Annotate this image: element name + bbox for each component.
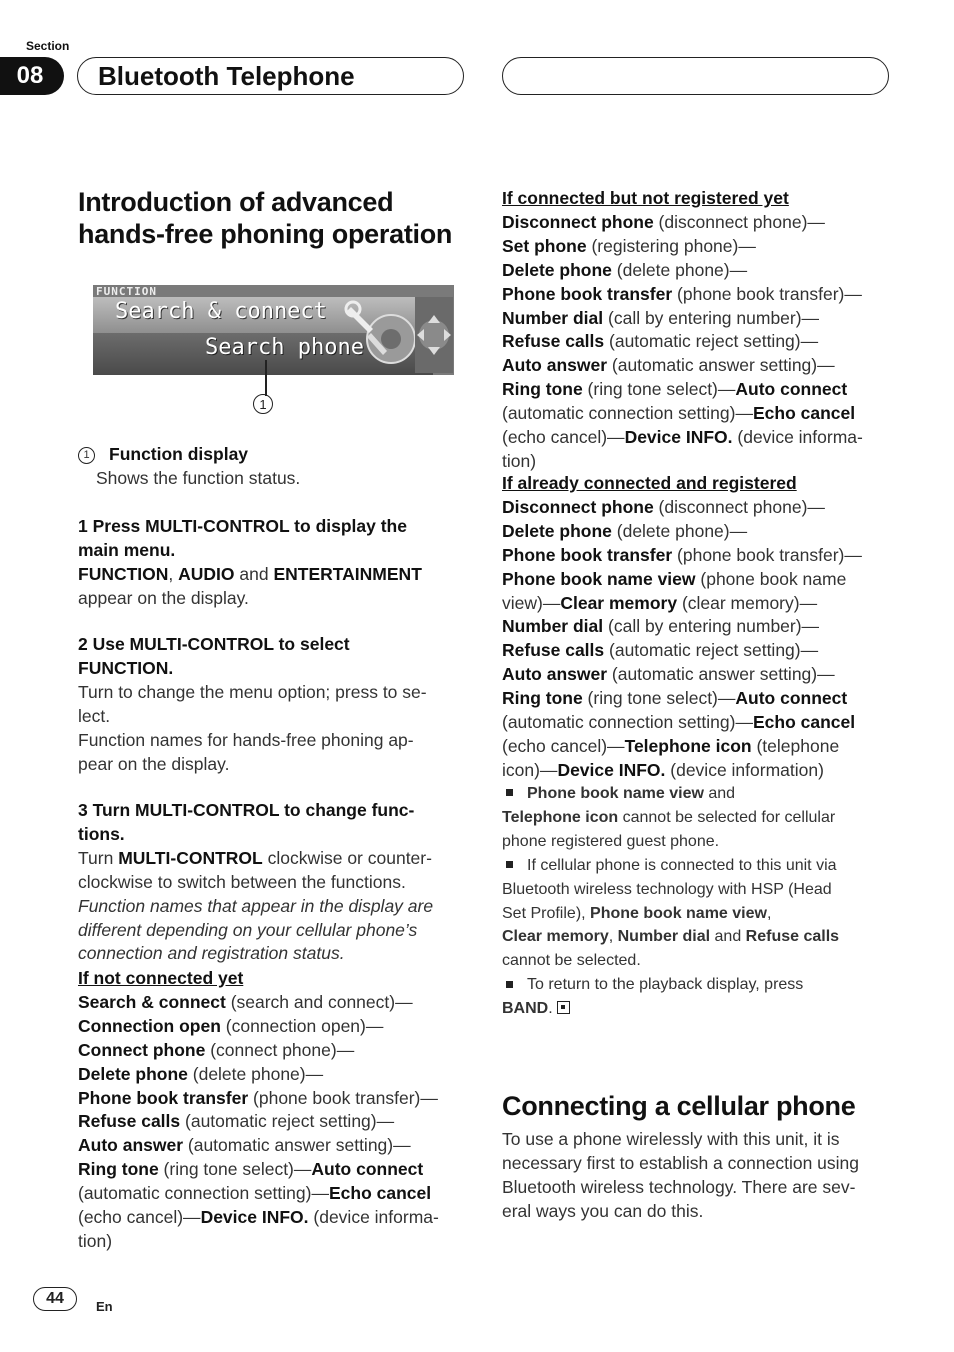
note-3: To return to the playback display, press xyxy=(502,973,902,997)
chapter-title: Bluetooth Telephone xyxy=(98,60,355,91)
list-item: Disconnect phone (disconnect phone)— xyxy=(502,496,825,517)
list-item: (echo cancel)—Telephone icon (telephone xyxy=(502,735,840,756)
display-line-1: Search & connect xyxy=(115,299,327,324)
list-item: Set phone (registering phone)— xyxy=(502,235,756,256)
section-label: Section xyxy=(26,39,70,53)
callout-line xyxy=(265,360,267,396)
intro-heading: Introduction of advanced hands-free phoning operation xyxy=(78,187,453,249)
header-blank-pill xyxy=(502,57,889,95)
list-item: Ring tone (ring tone select)—Auto connect xyxy=(502,688,848,709)
list-item: Connect phone (connect phone)— xyxy=(78,1039,355,1060)
list-item: Refuse calls (automatic reject setting)— xyxy=(502,640,819,661)
chapter-title-pill xyxy=(77,57,464,95)
connecting-body: To use a phone wirelessly with this unit, it is necessary first to establish a connection using Bluetooth wireless technology. There are sev- eral ways you can do this. xyxy=(502,1129,859,1221)
bullet-square-icon xyxy=(506,981,513,988)
end-mark-icon xyxy=(557,1001,570,1014)
step-2: 2 Use MULTI-CONTROL to select FUNCTION. Turn to change the menu option; press to se- lect. Function names for hands-free phoning ap- pear on the display. xyxy=(78,634,427,774)
bullet-square-icon xyxy=(506,789,513,796)
note-1: Phone book name view and xyxy=(502,782,902,806)
list-item: Auto answer (automatic answer setting)— xyxy=(78,1135,411,1156)
notes: Phone book name view and Telephone icon cannot be selected for cellular phone registered guest phone. If cellular phone is connected to this unit via Bluetooth wireless technology with HSP (Head Set Profile), Phone book name view, Clear memory, Number dial and Refuse calls cannot be selected. To return to the playback display, press BAND. xyxy=(502,782,902,1021)
list-item: (automatic connection setting)—Echo cancel xyxy=(78,1183,432,1204)
list-item: Phone book transfer (phone book transfer)— xyxy=(78,1087,438,1108)
step-3: 3 Turn MULTI-CONTROL to change func- tions. Turn MULTI-CONTROL clockwise or counter- clockwise to switch between the functions. Function names that appear in the display are different depending on your cellular phone’s connection and registration status. xyxy=(78,800,434,964)
list-item: (echo cancel)—Device INFO. (device informa- xyxy=(78,1207,439,1228)
legend-function-display: 1 Function display Shows the function status. xyxy=(78,443,470,491)
note-2: If cellular phone is connected to this unit via xyxy=(502,854,902,878)
page-number: 44 xyxy=(33,1287,77,1311)
legend-number: 1 xyxy=(78,447,95,464)
list-item: Phone book name view (phone book name xyxy=(502,568,847,589)
list-item: Delete phone (delete phone)— xyxy=(502,259,748,280)
connected-not-registered-list: If connected but not registered yet Disconnect phone (disconnect phone)— Set phone (registering phone)— Delete phone (delete phone)— Phone book transfer (phone book transfer)— Number dial (call by entering number)— Refuse calls (automatic reject setting)— Auto answer (automatic answer setting)— Ring tone (ring tone select)—Auto connect (automatic connection setting)—Echo cancel (echo cancel)—Device INFO. (device informa- tion) xyxy=(502,187,902,474)
list-item: Auto answer (automatic answer setting)— xyxy=(502,355,835,376)
list-item: Number dial (call by entering number)— xyxy=(502,616,820,637)
list-item: (automatic connection setting)—Echo cancel xyxy=(502,403,856,424)
display-function-label: FUNCTION xyxy=(96,285,157,298)
wrench-gear-icon xyxy=(343,299,421,373)
list-item: Phone book transfer (phone book transfer)— xyxy=(502,283,862,304)
list-item: Delete phone (delete phone)— xyxy=(502,520,748,541)
connecting-heading: Connecting a cellular phone xyxy=(502,1091,856,1121)
list-item: Ring tone (ring tone select)—Auto connect xyxy=(78,1159,424,1180)
list-item: Disconnect phone (disconnect phone)— xyxy=(502,211,825,232)
list-item: Search & connect (search and connect)— xyxy=(78,991,413,1012)
list-item: view)—Clear memory (clear memory)— xyxy=(502,592,818,613)
list-item: Refuse calls (automatic reject setting)— xyxy=(502,331,819,352)
section-number-badge: 08 xyxy=(0,57,64,95)
list-item: icon)—Device INFO. (device information) xyxy=(502,759,824,780)
list-item: Auto answer (automatic answer setting)— xyxy=(502,664,835,685)
list-item: Delete phone (delete phone)— xyxy=(78,1063,324,1084)
display-arrows-icon xyxy=(415,297,453,373)
list-item: (echo cancel)—Device INFO. (device informa- xyxy=(502,427,863,448)
list-item: Number dial (call by entering number)— xyxy=(502,307,820,328)
function-display-image xyxy=(93,285,454,375)
step-1: 1 Press MULTI-CONTROL to display the main menu. FUNCTION, AUDIO and ENTERTAINMENT appear on the display. xyxy=(78,516,422,608)
not-connected-list: If not connected yet Search & connect (search and connect)— Connection open (connection open)— Connect phone (connect phone)— Delete phone (delete phone)— Phone book transfer (phone book transfer)— Refuse calls (automatic reject setting)— Auto answer (automatic answer setting)— Ring tone (ring tone select)—Auto connect (automatic connection setting)—Echo cancel (echo cancel)—Device INFO. (device informa- tion) xyxy=(78,967,470,1254)
list-item: Connection open (connection open)— xyxy=(78,1015,384,1036)
list-item: (automatic connection setting)—Echo cancel xyxy=(502,712,856,733)
list-item: Phone book transfer (phone book transfer)— xyxy=(502,544,862,565)
language-label: En xyxy=(96,1299,113,1314)
connected-registered-list: If already connected and registered Disconnect phone (disconnect phone)— Delete phone (delete phone)— Phone book transfer (phone book transfer)— Phone book name view (phone book name view)—Clear memory (clear memory)— Number dial (call by entering number)— Refuse calls (automatic reject setting)— Auto answer (automatic answer setting)— Ring tone (ring tone select)—Auto connect (automatic connection setting)—Echo cancel (echo cancel)—Telephone icon (telephone icon)—Device INFO. (device information) xyxy=(502,472,902,783)
display-line-2: Search phone xyxy=(205,335,364,360)
callout-number: 1 xyxy=(253,394,273,414)
bullet-square-icon xyxy=(506,861,513,868)
list-item: Refuse calls (automatic reject setting)— xyxy=(78,1111,395,1132)
list-item: Ring tone (ring tone select)—Auto connect xyxy=(502,379,848,400)
